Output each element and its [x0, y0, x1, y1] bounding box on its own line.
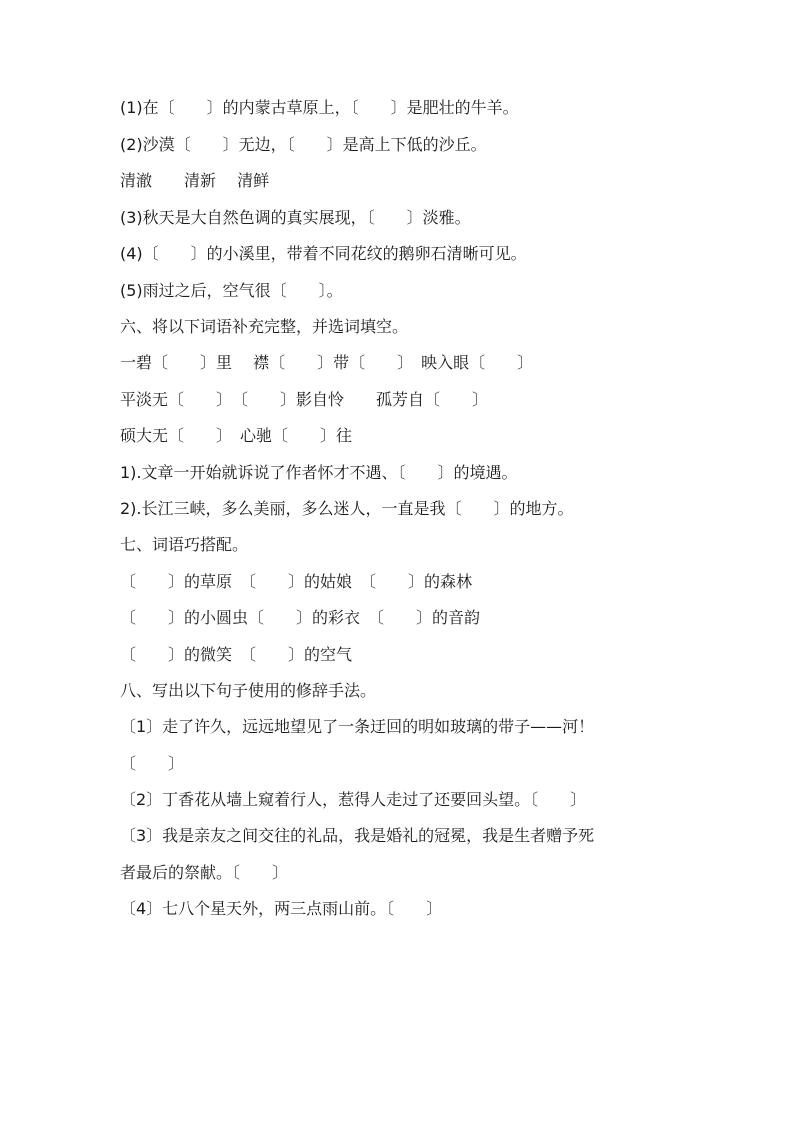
rhetoric-item-3: 〔3〕我是亲友之间交往的礼品，我是婚礼的冠冕，我是生者赠予死 [120, 826, 595, 845]
pairing-row-3: 〔 〕的微笑 〔 〕的空气 [120, 645, 353, 664]
idiom-row-3: 硕大无〔 〕 心驰〔 〕往 [120, 426, 353, 445]
section-7-heading: 七、词语巧搭配。 [120, 535, 249, 554]
section-6-heading: 六、将以下词语补充完整，并选词填空。 [120, 317, 409, 336]
rhetoric-item-3-continued: 者最后的祭献。〔 〕 [120, 863, 289, 882]
rhetoric-item-2: 〔2〕丁香花从墙上窥着行人，惹得人走过了还要回头望。〔 〕 [120, 790, 587, 809]
question-5-item-3: (3)秋天是大自然色调的真实展现，〔 〕淡雅。 [120, 208, 471, 227]
question-5-item-2: (2)沙漠〔 〕无边，〔 〕是高上下低的沙丘。 [120, 135, 487, 154]
question-5-item-4: (4)〔 〕的小溪里，带着不同花纹的鹅卵石清晰可见。 [120, 244, 527, 263]
question-6-item-2: 2).长江三峡，多么美丽，多么迷人，一直是我〔 〕的地方。 [120, 499, 574, 518]
pairing-row-2: 〔 〕的小圆虫〔 〕的彩衣 〔 〕的音韵 [120, 608, 481, 627]
rhetoric-item-1: 〔1〕走了许久，远远地望见了一条迂回的明如玻璃的带子——河！ [120, 717, 595, 736]
rhetoric-item-4: 〔4〕七八个星天外，两三点雨山前。〔 〕 [120, 899, 443, 918]
question-6-item-1: 1).文章一开始就诉说了作者怀才不遇、〔 〕的境遇。 [120, 463, 518, 482]
idiom-row-2: 平淡无〔 〕 〔 〕影自怜 孤芳自〔 〕 [120, 390, 489, 409]
word-choices: 清澈 清新 清鲜 [120, 171, 270, 190]
question-5-item-1: (1)在〔 〕的内蒙古草原上，〔 〕是肥壮的牛羊。 [120, 98, 519, 117]
pairing-row-1: 〔 〕的草原 〔 〕的姑娘 〔 〕的森林 [120, 572, 473, 591]
section-8-heading: 八、写出以下句子使用的修辞手法。 [120, 681, 377, 700]
idiom-row-1: 一碧〔 〕里 襟〔 〕带〔 〕 映入眼〔 〕 [120, 353, 534, 372]
question-5-item-5: (5)雨过之后，空气很〔 〕。 [120, 281, 343, 300]
rhetoric-item-1-answer: 〔 〕 [120, 754, 185, 773]
